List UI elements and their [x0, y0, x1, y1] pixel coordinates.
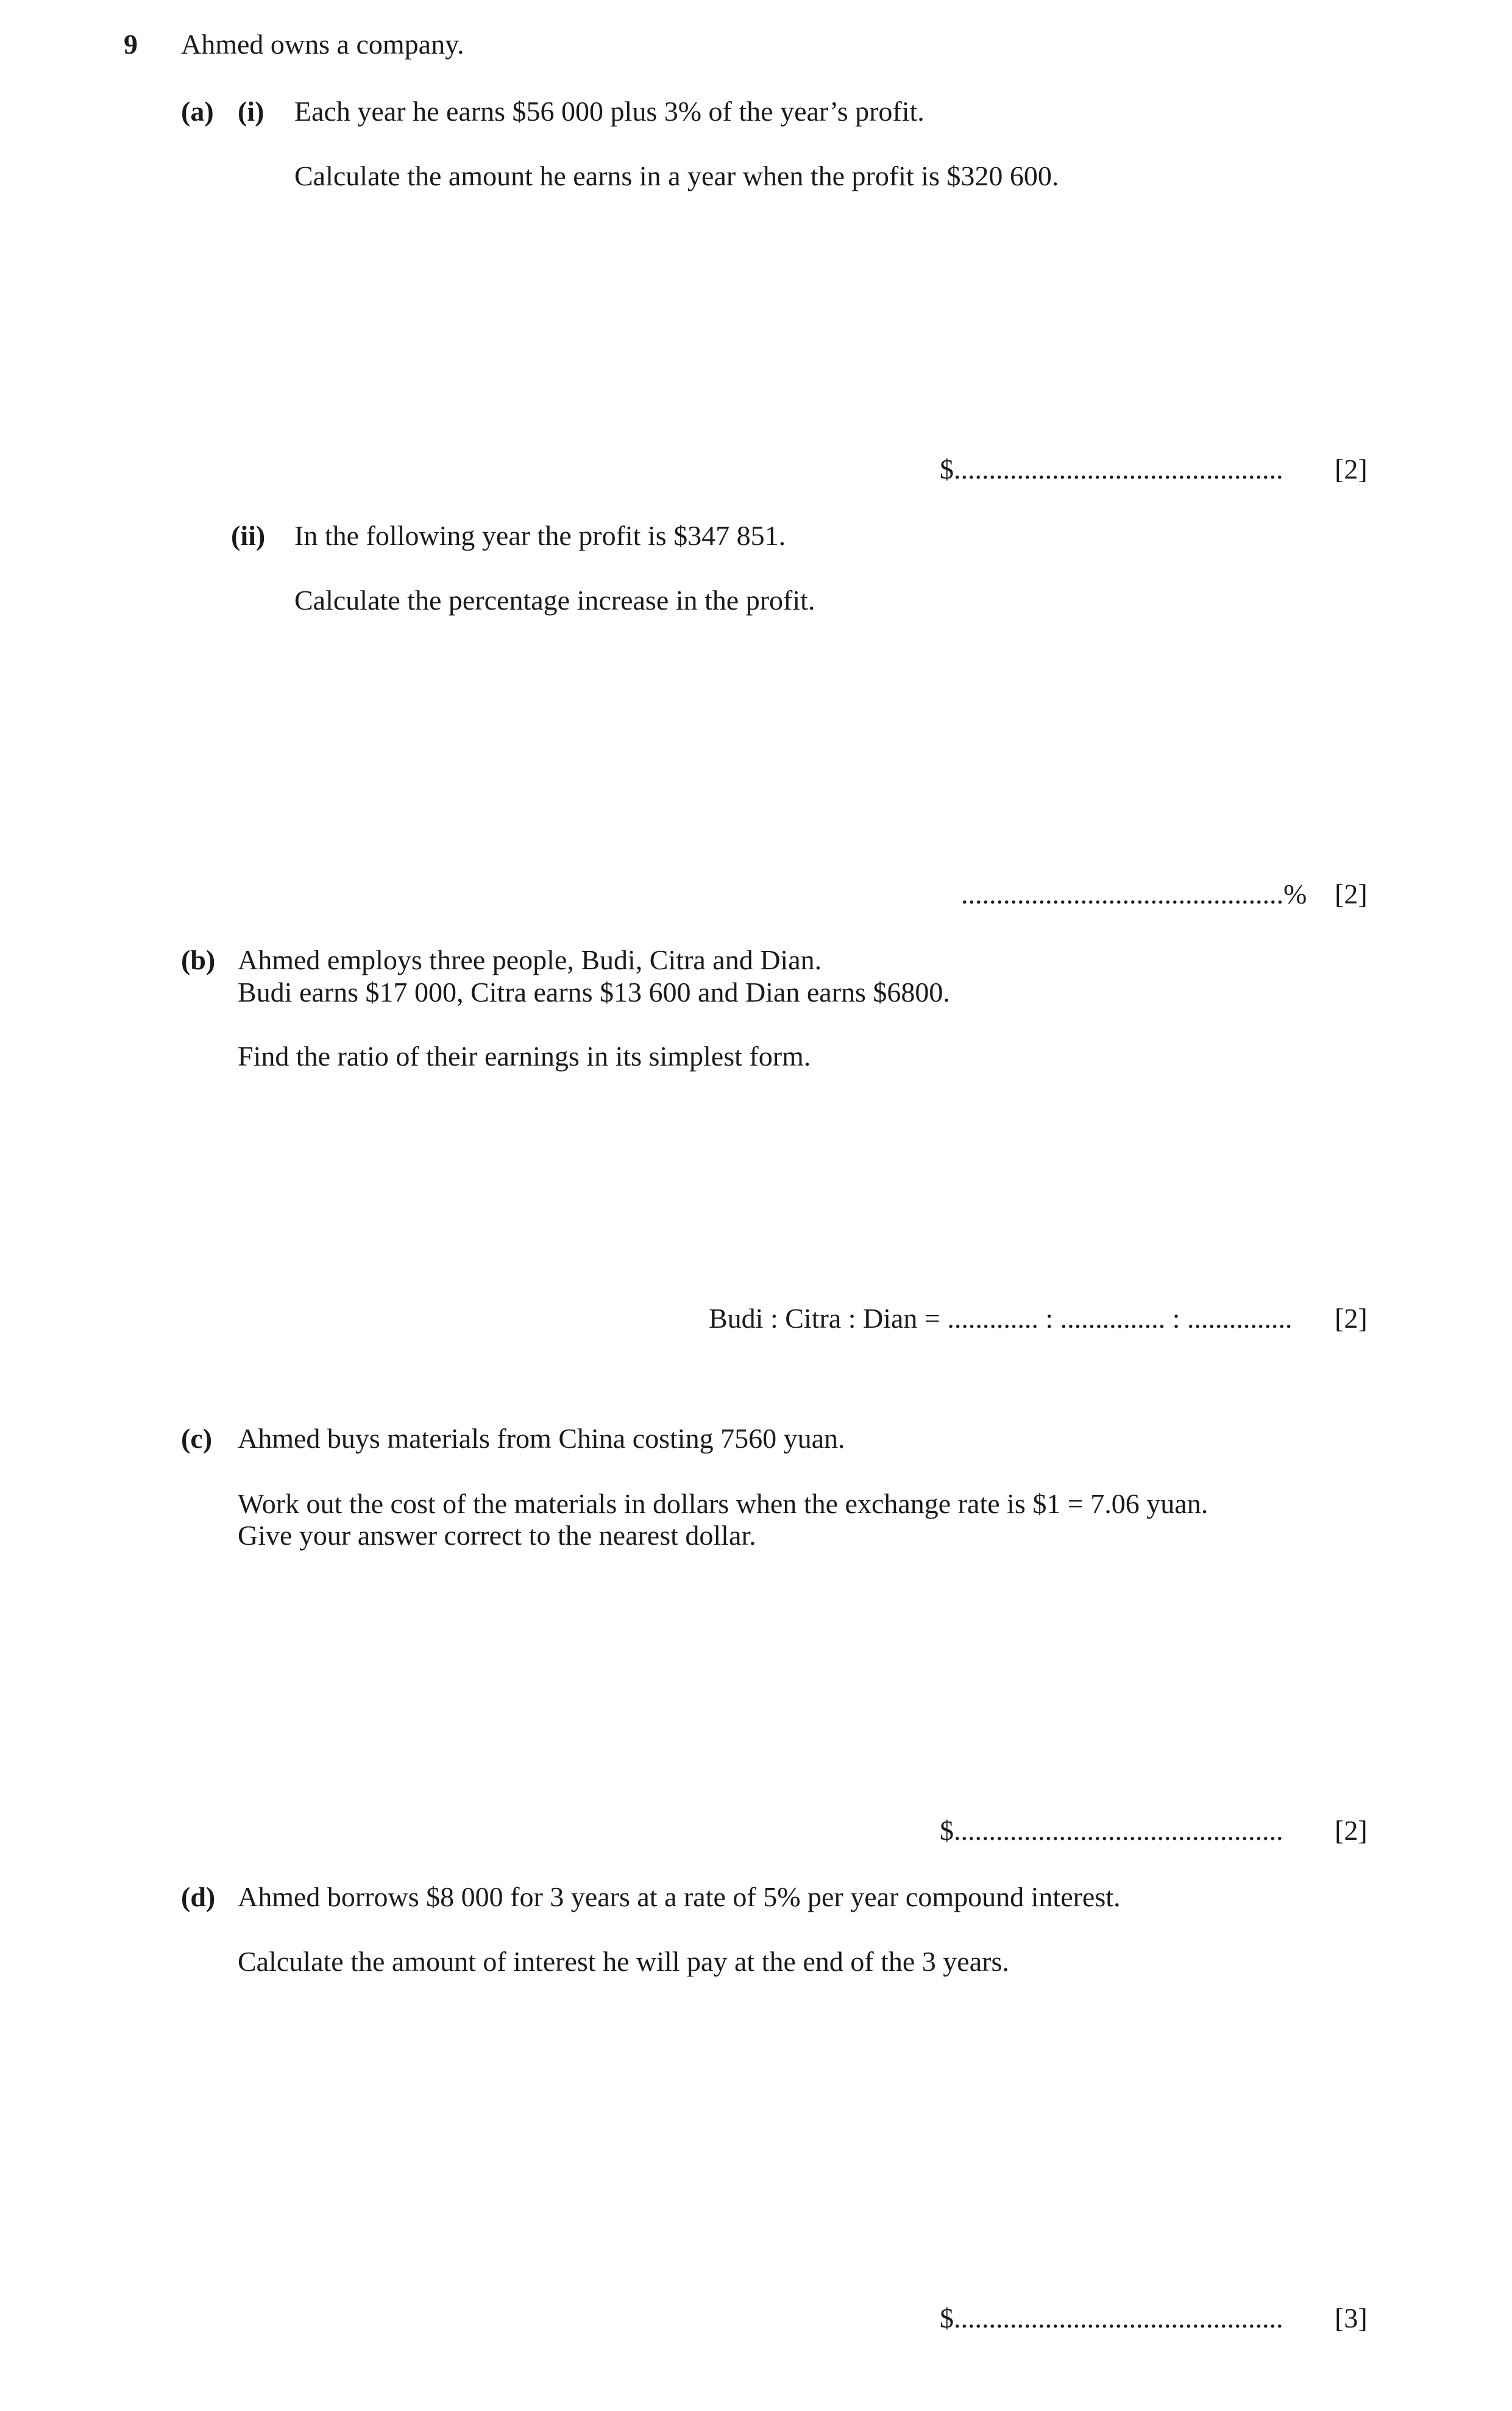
answer-dots: ..............................................: [961, 878, 1283, 910]
part-b-answer-line[interactable]: Budi : Citra : Dian = ............. : ............... : ...............: [709, 1303, 1293, 1334]
part-d-text-2: Calculate the amount of interest he will pay at the end of the 3 years.: [238, 1946, 1009, 1977]
part-a-ii-label: (ii): [231, 520, 266, 551]
part-b-text-3: Find the ratio of their earnings in its simplest form.: [238, 1041, 811, 1072]
part-c-text-3: Give your answer correct to the nearest dollar.: [238, 1520, 756, 1551]
part-a-ii-text-2: Calculate the percentage increase in the profit.: [294, 585, 815, 616]
question-number: 9: [124, 29, 138, 60]
part-b-text-2: Budi earns $17 000, Citra earns $13 600 and Dian earns $6800.: [238, 977, 950, 1008]
part-a-label: (a): [181, 96, 214, 127]
answer-suffix: %: [1283, 878, 1307, 910]
part-d-text-1: Ahmed borrows $8 000 for 3 years at a rate of 5% per year compound interest.: [238, 1881, 1121, 1912]
part-a-i-answer-line[interactable]: [940, 453, 1283, 486]
answer-prefix: $: [940, 454, 954, 485]
part-c-label: (c): [181, 1423, 213, 1454]
part-d-answer-line[interactable]: [940, 2302, 1283, 2335]
part-a-i-text-2: Calculate the amount he earns in a year when the profit is $320 600.: [294, 160, 1059, 191]
part-d-marks: [3]: [1335, 2302, 1368, 2334]
part-d-label: (d): [181, 1881, 216, 1912]
part-b-marks: [2]: [1335, 1303, 1368, 1334]
part-b-text-1: Ahmed employs three people, Budi, Citra and Dian.: [238, 944, 822, 975]
part-a-i-text-1: Each year he earns $56 000 plus 3% of the year’s profit.: [294, 96, 925, 127]
part-a-ii-marks: [2]: [1335, 878, 1368, 910]
part-a-i-label: (i): [238, 96, 264, 127]
answer-dots: ...............................................: [954, 1815, 1283, 1846]
part-c-text-1: Ahmed buys materials from China costing 7560 yuan.: [238, 1423, 845, 1454]
answer-prefix: $: [940, 1815, 954, 1846]
question-intro: Ahmed owns a company.: [181, 29, 464, 60]
part-b-label: (b): [181, 944, 216, 975]
part-c-answer-line[interactable]: [940, 1814, 1283, 1847]
part-a-ii-answer-line[interactable]: [961, 878, 1307, 911]
answer-dots: ...............................................: [954, 2302, 1283, 2334]
part-a-i-marks: [2]: [1335, 454, 1368, 485]
part-c-text-2: Work out the cost of the materials in dollars when the exchange rate is $1 = 7.06 yuan.: [238, 1488, 1209, 1519]
answer-dots: ...............................................: [954, 454, 1283, 485]
part-a-ii-text-1: In the following year the profit is $347 851.: [294, 520, 786, 551]
part-c-marks: [2]: [1335, 1815, 1368, 1846]
answer-prefix: $: [940, 2302, 954, 2334]
